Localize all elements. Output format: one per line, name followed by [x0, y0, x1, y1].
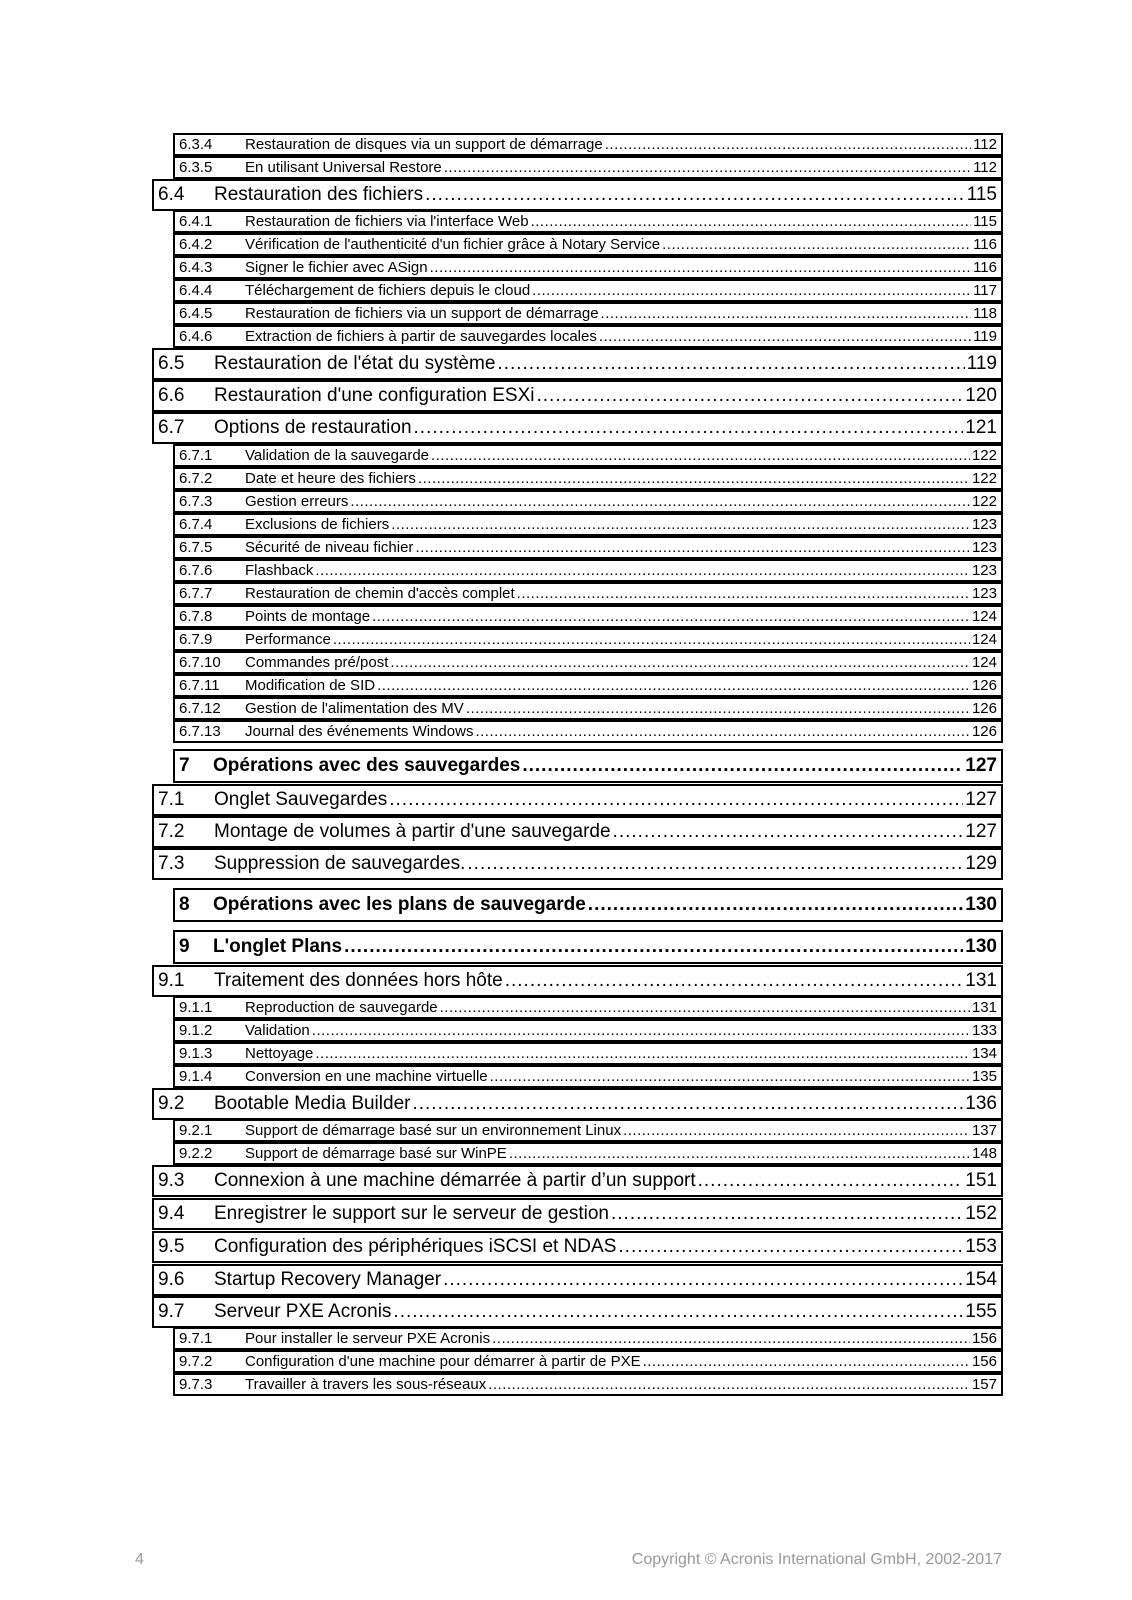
- toc-dot-leader: [517, 585, 970, 602]
- toc-entry-title: Pour installer le serveur PXE Acronis: [245, 1330, 491, 1347]
- toc-entry-title: Conversion en une machine virtuelle: [245, 1068, 488, 1085]
- toc-entry-title: Restauration des fichiers: [214, 184, 424, 205]
- toc-entry-number: 6.4.6: [179, 328, 213, 345]
- toc-dot-leader: [505, 970, 964, 992]
- toc-dot-leader: [488, 1376, 970, 1393]
- toc-entry-title: Points de montage: [245, 608, 371, 625]
- toc-dot-leader: [372, 608, 970, 625]
- toc-entry-page: 122: [971, 447, 997, 464]
- toc-dot-leader: [415, 539, 970, 556]
- toc-entry-page: 116: [973, 236, 997, 253]
- toc-entry-title: Journal des événements Windows: [245, 723, 474, 740]
- toc-entry-number: 9.1.2: [179, 1022, 213, 1039]
- toc-dot-leader: [537, 385, 964, 407]
- toc-entry[interactable]: [173, 1019, 1003, 1042]
- toc-entry-title: L'onglet Plans: [213, 936, 343, 957]
- toc-entry-title: Restauration d'une configuration ESXi: [214, 385, 535, 406]
- toc-entry[interactable]: [173, 605, 1003, 628]
- toc-entry[interactable]: [152, 412, 1003, 444]
- toc-entry[interactable]: [173, 888, 1003, 922]
- toc-entry-title: Traitement des données hors hôte: [214, 970, 503, 991]
- toc-entry-page: 130: [965, 894, 997, 915]
- toc-entry[interactable]: [152, 348, 1003, 380]
- toc-entry[interactable]: [173, 674, 1003, 697]
- toc-entry-number: 9.1.3: [179, 1045, 213, 1062]
- toc-entry-number: 9.3: [158, 1170, 185, 1191]
- toc-entry-page: 135: [971, 1068, 997, 1085]
- toc-dot-leader: [531, 213, 972, 230]
- toc-dot-leader: [599, 328, 971, 345]
- toc-entry-number: 9.7: [158, 1301, 185, 1322]
- toc-entry-number: 9.7.3: [179, 1376, 213, 1393]
- toc-entry-title: Bootable Media Builder: [214, 1093, 411, 1114]
- footer-page-number: 4: [135, 1551, 144, 1568]
- toc-dot-leader: [662, 236, 971, 253]
- toc-entry-number: 6.7.5: [179, 539, 213, 556]
- toc-entry-title: Restauration de fichiers via l'interface Web: [245, 213, 529, 230]
- toc-entry-title: Gestion erreurs: [245, 493, 349, 510]
- toc-dot-leader: [588, 894, 964, 916]
- toc-entry-page: 127: [965, 789, 997, 810]
- toc-entry[interactable]: [152, 179, 1003, 211]
- toc-entry-title: En utilisant Universal Restore: [245, 159, 442, 176]
- toc-entry-title: Opérations avec les plans de sauvegarde: [213, 894, 586, 915]
- toc-entry-number: 6.7: [158, 417, 185, 438]
- toc-entry[interactable]: [173, 256, 1003, 279]
- toc-entry-number: 6.4.4: [179, 282, 213, 299]
- toc-dot-leader: [443, 1269, 963, 1291]
- toc-entry[interactable]: [173, 1327, 1003, 1350]
- toc-entry-number: 6.5: [158, 353, 185, 374]
- toc-entry-number: 6.7.11: [179, 677, 220, 694]
- toc-entry[interactable]: [152, 816, 1003, 848]
- toc-entry[interactable]: [173, 279, 1003, 302]
- toc-dot-leader: [389, 789, 963, 811]
- toc-entry-page: 131: [965, 970, 997, 991]
- toc-entry[interactable]: [152, 1296, 1003, 1328]
- toc-entry-page: 120: [965, 385, 997, 406]
- toc-entry-number: 7: [179, 755, 190, 776]
- toc-entry-page: 115: [966, 184, 997, 205]
- toc-entry-number: 7.2: [158, 821, 185, 842]
- toc-entry-number: 9.1.1: [179, 999, 213, 1016]
- toc-entry[interactable]: [173, 1373, 1003, 1396]
- toc-entry[interactable]: [152, 380, 1003, 412]
- toc-entry-page: 156: [971, 1353, 997, 1370]
- toc-entry-page: 133: [971, 1022, 997, 1039]
- toc-dot-leader: [315, 562, 970, 579]
- toc-dot-leader: [390, 654, 970, 671]
- footer-copyright: Copyright © Acronis International GmbH, 2002-2017: [631, 1551, 1002, 1568]
- toc-entry-number: 9.4: [158, 1203, 185, 1224]
- toc-dot-leader: [391, 516, 970, 533]
- toc-entry-page: 117: [973, 282, 997, 299]
- toc-entry[interactable]: [152, 1231, 1003, 1263]
- toc-dot-leader: [532, 282, 971, 299]
- toc-entry-title: Reproduction de sauvegarde: [245, 999, 438, 1016]
- toc-entry[interactable]: [173, 325, 1003, 348]
- toc-entry-number: 6.4.5: [179, 305, 213, 322]
- toc-entry-page: 127: [965, 755, 997, 776]
- toc-entry[interactable]: [173, 467, 1003, 490]
- toc-entry-title: Serveur PXE Acronis: [214, 1301, 392, 1322]
- toc-dot-leader: [605, 136, 971, 153]
- toc-entry[interactable]: [152, 1165, 1003, 1197]
- toc-dot-leader: [312, 1022, 970, 1039]
- toc-entry-number: 6.7.6: [179, 562, 213, 579]
- toc-entry-page: 126: [971, 677, 997, 694]
- toc-entry[interactable]: [173, 156, 1003, 179]
- toc-entry-title: Restauration de l'état du système: [214, 353, 496, 374]
- toc-entry-title: Travailler à travers les sous-réseaux: [245, 1376, 487, 1393]
- toc-entry-number: 6.4.1: [179, 213, 213, 230]
- toc-entry-page: 153: [965, 1236, 997, 1257]
- toc-dot-leader: [601, 305, 972, 322]
- toc-dot-leader: [467, 853, 963, 875]
- toc-dot-leader: [440, 999, 970, 1016]
- toc-entry-number: 6.7.3: [179, 493, 213, 510]
- toc-entry-number: 6.7.13: [179, 723, 221, 740]
- toc-dot-leader: [418, 470, 970, 487]
- toc-entry-page: 124: [971, 608, 997, 625]
- toc-entry-number: 6.4.2: [179, 236, 213, 253]
- toc-entry-number: 9.2: [158, 1093, 185, 1114]
- toc-entry-page: 119: [973, 328, 997, 345]
- toc-entry[interactable]: [152, 784, 1003, 816]
- toc-entry-number: 9.1: [158, 970, 185, 991]
- toc-entry-number: 6.7.9: [179, 631, 213, 648]
- toc-dot-leader: [431, 447, 970, 464]
- toc-entry-number: 6.7.12: [179, 700, 221, 717]
- toc-entry-title: Opérations avec des sauvegardes: [213, 755, 521, 776]
- toc-entry-page: 123: [971, 585, 997, 602]
- toc-entry-number: 9.5: [158, 1236, 185, 1257]
- toc-entry-title: Exclusions de fichiers: [245, 516, 390, 533]
- toc-entry-page: 123: [971, 539, 997, 556]
- toc-dot-leader: [611, 1203, 963, 1225]
- toc-entry-title: Validation de la sauvegarde: [245, 447, 430, 464]
- toc-entry-page: 129: [965, 853, 997, 874]
- toc-entry-title: Restauration de disques via un support de démarrage: [245, 136, 603, 153]
- toc-dot-leader: [412, 1093, 963, 1115]
- toc-entry[interactable]: [173, 996, 1003, 1019]
- toc-entry[interactable]: [173, 582, 1003, 605]
- toc-entry-page: 115: [973, 213, 997, 230]
- toc-entry[interactable]: [173, 210, 1003, 233]
- toc-entry-title: Support de démarrage basé sur WinPE: [245, 1145, 507, 1162]
- toc-entry-title: Nettoyage: [245, 1045, 314, 1062]
- toc-entry-number: 6.4: [158, 184, 185, 205]
- toc-entry-title: Montage de volumes à partir d'une sauvegarde: [214, 821, 611, 842]
- toc-dot-leader: [475, 723, 970, 740]
- toc-entry-title: Restauration de fichiers via un support de démarrage: [245, 305, 599, 322]
- toc-entry-page: 155: [965, 1301, 997, 1322]
- toc-entry-number: 6.7.2: [179, 470, 213, 487]
- toc-entry-title: Performance: [245, 631, 331, 648]
- toc-entry-page: 123: [971, 516, 997, 533]
- toc-entry-number: 9: [179, 936, 190, 957]
- toc-entry-page: 118: [973, 305, 997, 322]
- toc-entry-number: 6.7.4: [179, 516, 213, 533]
- toc-entry-page: 126: [971, 723, 997, 740]
- toc-entry[interactable]: [173, 651, 1003, 674]
- toc-entry[interactable]: [173, 490, 1003, 513]
- toc-entry-title: Signer le fichier avec ASign: [245, 259, 428, 276]
- toc-entry-page: 122: [971, 470, 997, 487]
- toc-entry-title: Sécurité de niveau fichier: [245, 539, 414, 556]
- toc-dot-leader: [350, 493, 970, 510]
- toc-entry-page: 136: [965, 1093, 997, 1114]
- toc-entry-title: Onglet Sauvegardes: [214, 789, 388, 810]
- toc-dot-leader: [618, 1236, 963, 1258]
- toc-entry-page: 157: [971, 1376, 997, 1393]
- toc-entry-title: Modification de SID: [245, 677, 376, 694]
- toc-entry-page: 119: [966, 353, 997, 374]
- toc-entry-title: Enregistrer le support sur le serveur de gestion: [214, 1203, 609, 1224]
- toc-entry[interactable]: [173, 444, 1003, 467]
- toc-dot-leader: [430, 259, 971, 276]
- toc-dot-leader: [377, 677, 970, 694]
- toc-entry-title: Flashback: [245, 562, 314, 579]
- toc-entry-title: Support de démarrage basé sur un environnement Linux: [245, 1122, 622, 1139]
- toc-entry[interactable]: [173, 513, 1003, 536]
- toc-entry[interactable]: [173, 1065, 1003, 1088]
- toc-dot-leader: [613, 821, 964, 843]
- toc-entry-page: 152: [965, 1203, 997, 1224]
- toc-entry[interactable]: [173, 720, 1003, 743]
- toc-dot-leader: [333, 631, 970, 648]
- toc-entry-page: 124: [971, 654, 997, 671]
- toc-dot-leader: [425, 184, 965, 206]
- toc-entry[interactable]: [173, 1119, 1003, 1142]
- toc-entry-number: 6.7.10: [179, 654, 221, 671]
- toc-entry[interactable]: [152, 1264, 1003, 1296]
- toc-entry-page: 121: [965, 417, 997, 438]
- toc-entry-page: 122: [971, 493, 997, 510]
- toc-dot-leader: [497, 353, 964, 375]
- toc-entry-page: 154: [965, 1269, 997, 1290]
- toc-entry-page: 112: [973, 159, 997, 176]
- toc-entry-page: 156: [971, 1330, 997, 1347]
- toc-entry-number: 6.3.4: [179, 136, 213, 153]
- toc-entry-title: Configuration des périphériques iSCSI et NDAS: [214, 1236, 617, 1257]
- toc-entry-number: 7.3: [158, 853, 185, 874]
- toc-entry[interactable]: [173, 559, 1003, 582]
- toc-entry-number: 9.7.1: [179, 1330, 213, 1347]
- toc-entry-title: Date et heure des fichiers: [245, 470, 416, 487]
- toc-entry-title: Startup Recovery Manager: [214, 1269, 442, 1290]
- toc-entry-number: 9.2.2: [179, 1145, 213, 1162]
- toc-entry-page: 134: [971, 1045, 997, 1062]
- toc-entry-title: Vérification de l'authenticité d'un fichier grâce à Notary Service: [245, 236, 661, 253]
- toc-entry-page: 126: [971, 700, 997, 717]
- toc-entry-number: 6.6: [158, 385, 185, 406]
- toc-entry-title: Suppression de sauvegardes.: [214, 853, 466, 874]
- toc-entry-title: Extraction de fichiers à partir de sauvegardes locales: [245, 328, 597, 345]
- toc-entry-page: 112: [973, 136, 997, 153]
- toc-dot-leader: [414, 417, 964, 439]
- toc-entry-page: 124: [971, 631, 997, 648]
- toc-entry[interactable]: [173, 1142, 1003, 1165]
- toc-dot-leader: [344, 936, 963, 958]
- toc-entry[interactable]: [152, 848, 1003, 880]
- toc-entry[interactable]: [173, 697, 1003, 720]
- toc-entry[interactable]: [173, 930, 1003, 964]
- toc-dot-leader: [492, 1330, 970, 1347]
- toc-entry[interactable]: [173, 233, 1003, 256]
- toc-dot-leader: [643, 1353, 970, 1370]
- toc-entry-title: Commandes pré/post: [245, 654, 389, 671]
- toc-entry[interactable]: [173, 536, 1003, 559]
- toc-entry-number: 6.3.5: [179, 159, 213, 176]
- toc-dot-leader: [393, 1301, 963, 1323]
- toc-entry-number: 6.7.7: [179, 585, 213, 602]
- toc-entry-page: 137: [971, 1122, 997, 1139]
- toc-entry-page: 131: [971, 999, 997, 1016]
- toc-dot-leader: [466, 700, 970, 717]
- toc-dot-leader: [444, 159, 971, 176]
- toc-dot-leader: [623, 1122, 970, 1139]
- toc-entry-page: 151: [965, 1170, 997, 1191]
- toc-entry-number: 6.4.3: [179, 259, 213, 276]
- toc-entry[interactable]: [173, 302, 1003, 325]
- toc-entry-title: Options de restauration: [214, 417, 412, 438]
- toc-dot-leader: [509, 1145, 970, 1162]
- toc-entry-number: 8: [179, 894, 190, 915]
- toc-entry-page: 123: [971, 562, 997, 579]
- toc-entry-title: Gestion de l'alimentation des MV: [245, 700, 464, 717]
- toc-entry-number: 9.7.2: [179, 1353, 213, 1370]
- toc-entry[interactable]: [152, 965, 1003, 997]
- toc-entry[interactable]: [173, 1042, 1003, 1065]
- toc-entry-number: 9.1.4: [179, 1068, 213, 1085]
- toc-entry-number: 6.7.8: [179, 608, 213, 625]
- toc-entry-page: 148: [971, 1145, 997, 1162]
- toc-entry-number: 9.6: [158, 1269, 185, 1290]
- toc-entry[interactable]: [152, 1088, 1003, 1120]
- toc-entry[interactable]: [173, 1350, 1003, 1373]
- toc-entry-page: 116: [973, 259, 997, 276]
- toc-entry-page: 130: [965, 936, 997, 957]
- toc-entry[interactable]: [173, 749, 1003, 783]
- toc-entry-title: Restauration de chemin d'accès complet: [245, 585, 515, 602]
- toc-dot-leader: [522, 755, 963, 777]
- toc-entry-number: 6.7.1: [179, 447, 213, 464]
- toc-dot-leader: [315, 1045, 970, 1062]
- toc-entry-title: Téléchargement de fichiers depuis le cloud: [245, 282, 531, 299]
- toc-dot-leader: [698, 1170, 964, 1192]
- toc-entry[interactable]: [173, 628, 1003, 651]
- toc-entry-number: 7.1: [158, 789, 185, 810]
- toc-entry[interactable]: [152, 1198, 1003, 1230]
- toc-entry-title: Configuration d'une machine pour démarrer à partir de PXE: [245, 1353, 641, 1370]
- toc-dot-leader: [490, 1068, 970, 1085]
- toc-entry[interactable]: [173, 133, 1003, 156]
- toc-entry-title: Connexion à une machine démarrée à partir d’un support: [214, 1170, 696, 1191]
- toc-entry-number: 9.2.1: [179, 1122, 213, 1139]
- toc-entry-page: 127: [965, 821, 997, 842]
- toc-entry-title: Validation: [245, 1022, 310, 1039]
